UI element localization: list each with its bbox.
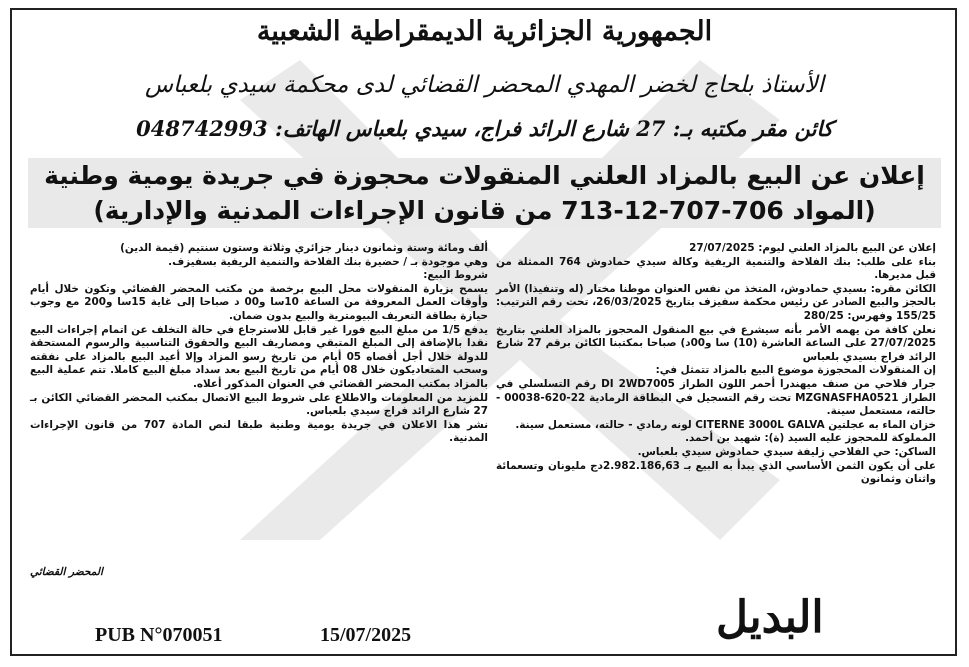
republic-heading: الجمهورية الجزائرية الديمقراطية الشعبية [256,16,713,47]
paragraph: ألف ومائة وستة وثمانون دينار جزائري وثلاثة وستون سنتيم (قيمة الدين) [120,242,488,254]
paragraph: الكائن مقره: بسيدي حمادوش، المتخذ من نفس العنوان موطنا مختار (له وتنفيذا) الأمر بالحجز والبيع الصادر عن رئيس محكمة سفيزف بتاريخ 26/03/2025، تحت رقم الترتيب: 155/25 وفهرس: 280/25 [496,282,936,322]
paragraph: للمزيد من المعلومات والاطلاع على شروط البيع الاتصال بمكتب المحضر القضائي الكائن بـ 27 شارع الرائد فراج سيدي بلعباس. [30,391,488,418]
paragraph: جرار فلاحي من صنف ميهندرا أحمر اللون الطراز DI 2WD7005 رقم التسلسلي في الطراز MZGNASFHA0521 تحت رقم التسجيل في البطاقة الرمادية 22-620-00038 - حالته، مستعمل سينة. [496,377,936,418]
paragraph: إعلان عن البيع بالمزاد العلني ليوم: 27/07/2025 [689,242,936,254]
paragraph: إن المنقولات المحجوزة موضوع البيع بالمزاد تتمثل في: [655,364,936,377]
paragraph: نشر هذا الاعلان في جريدة يومية وطنية طبقا لنص المادة 707 من قانون الإجراءات المدنية. [30,418,488,445]
paragraph: بناء على طلب: بنك الفلاحة والتنمية الريفية وكالة سيدي حمادوش 764 الممثلة من قبل مديرها. [496,255,936,282]
left-column [30,242,488,446]
bailiff-name: الأستاذ بلحاج لخضر المهدي المحضر القضائي لدى محكمة سيدي بلعباس [144,72,825,98]
paragraph: يسمح بزيارة المنقولات محل البيع برخصة من مكتب المحضر القضائي وتكون خلال أيام وأوقات العمل المعروفة من الساعة 10سا و00 د صباحا إلى غاية 15سا و200 مع وجوب حيازة بطاقة التعريف البيومترية والبيع بدون ضمان. [30,282,489,322]
paragraph: على أن يكون الثمن الأساسي الذي يبدأ به البيع بـ 2.982.186,63دج مليونان وتسعمائة واثنان وثمانون [496,459,936,486]
badil-label: البديل [716,592,824,643]
notice-title: إعلان عن البيع بالمزاد العلني المنقولات محجوزة في جريدة يومية وطنية [44,161,925,190]
bailiff-signature: المحضر القضائي [30,566,103,578]
paragraph: شروط البيع: [423,269,488,282]
paragraph: خزان الماء به عجلتين CITERNE 3000L GALVA لونه رمادي - حالته، مستعمل سينة. [515,418,936,431]
notice-articles: (المواد 706-707-12-713 من قانون الإجراءات المدنية والإدارية) [93,196,876,225]
publication-date: 15/07/2025 [320,624,412,646]
right-column [496,242,936,487]
paragraph: نعلن كافة من يهمه الأمر بأنه سيشرع في بيع المنقول المحجوز بالمزاد العلني بتاريخ 27/07/2025 على الساعة العاشرة (10) سا و00د) صباحا بمكتبنا الكائن برقم 27 شارع الرائد فراج بسيدي بلعباس [496,323,936,363]
paragraph: الساكن: حي الفلاحي زليفة سيدي حمادوش سيدي بلعباس. [637,445,936,458]
paragraph: يدفع 1/5 من مبلغ البيع فورا غير قابل للاسترجاع في حالة التخلف عن اتمام إجراءات البيع نقدا بالإضافة إلى المبلغ المتبقي ومصاريف البيع والحقوق التناسبية والرسوم المستحقة للدولة خلال أجل أقصاه 05 أيام من تاريخ رسو المزاد وإلا أعيد البيع بالمزاد على نفقته وسحب المتعاديكون خلال 08 أيام من تاريخ البيع بعد سداد مبلغ البيع كاملا. تتم عملية البيع بالمزاد بمكتب المحضر القضائي في العنوان المذكور أعلاه. [30,323,489,390]
paragraph: وهي موجودة بـ / حضيرة بنك الفلاحة والتنمية الريفية بسفيزف. [168,255,488,268]
paragraph: المملوكة للمحجوز عليه السيد (ة): شهيد بن أحمد. [685,432,936,445]
pub-number: PUB N°070051 [95,624,223,646]
office-address: كائن مقر مكتبه بـ: 27 شارع الرائد فراج، سيدي بلعباس الهاتف: 048742993 [136,116,833,141]
